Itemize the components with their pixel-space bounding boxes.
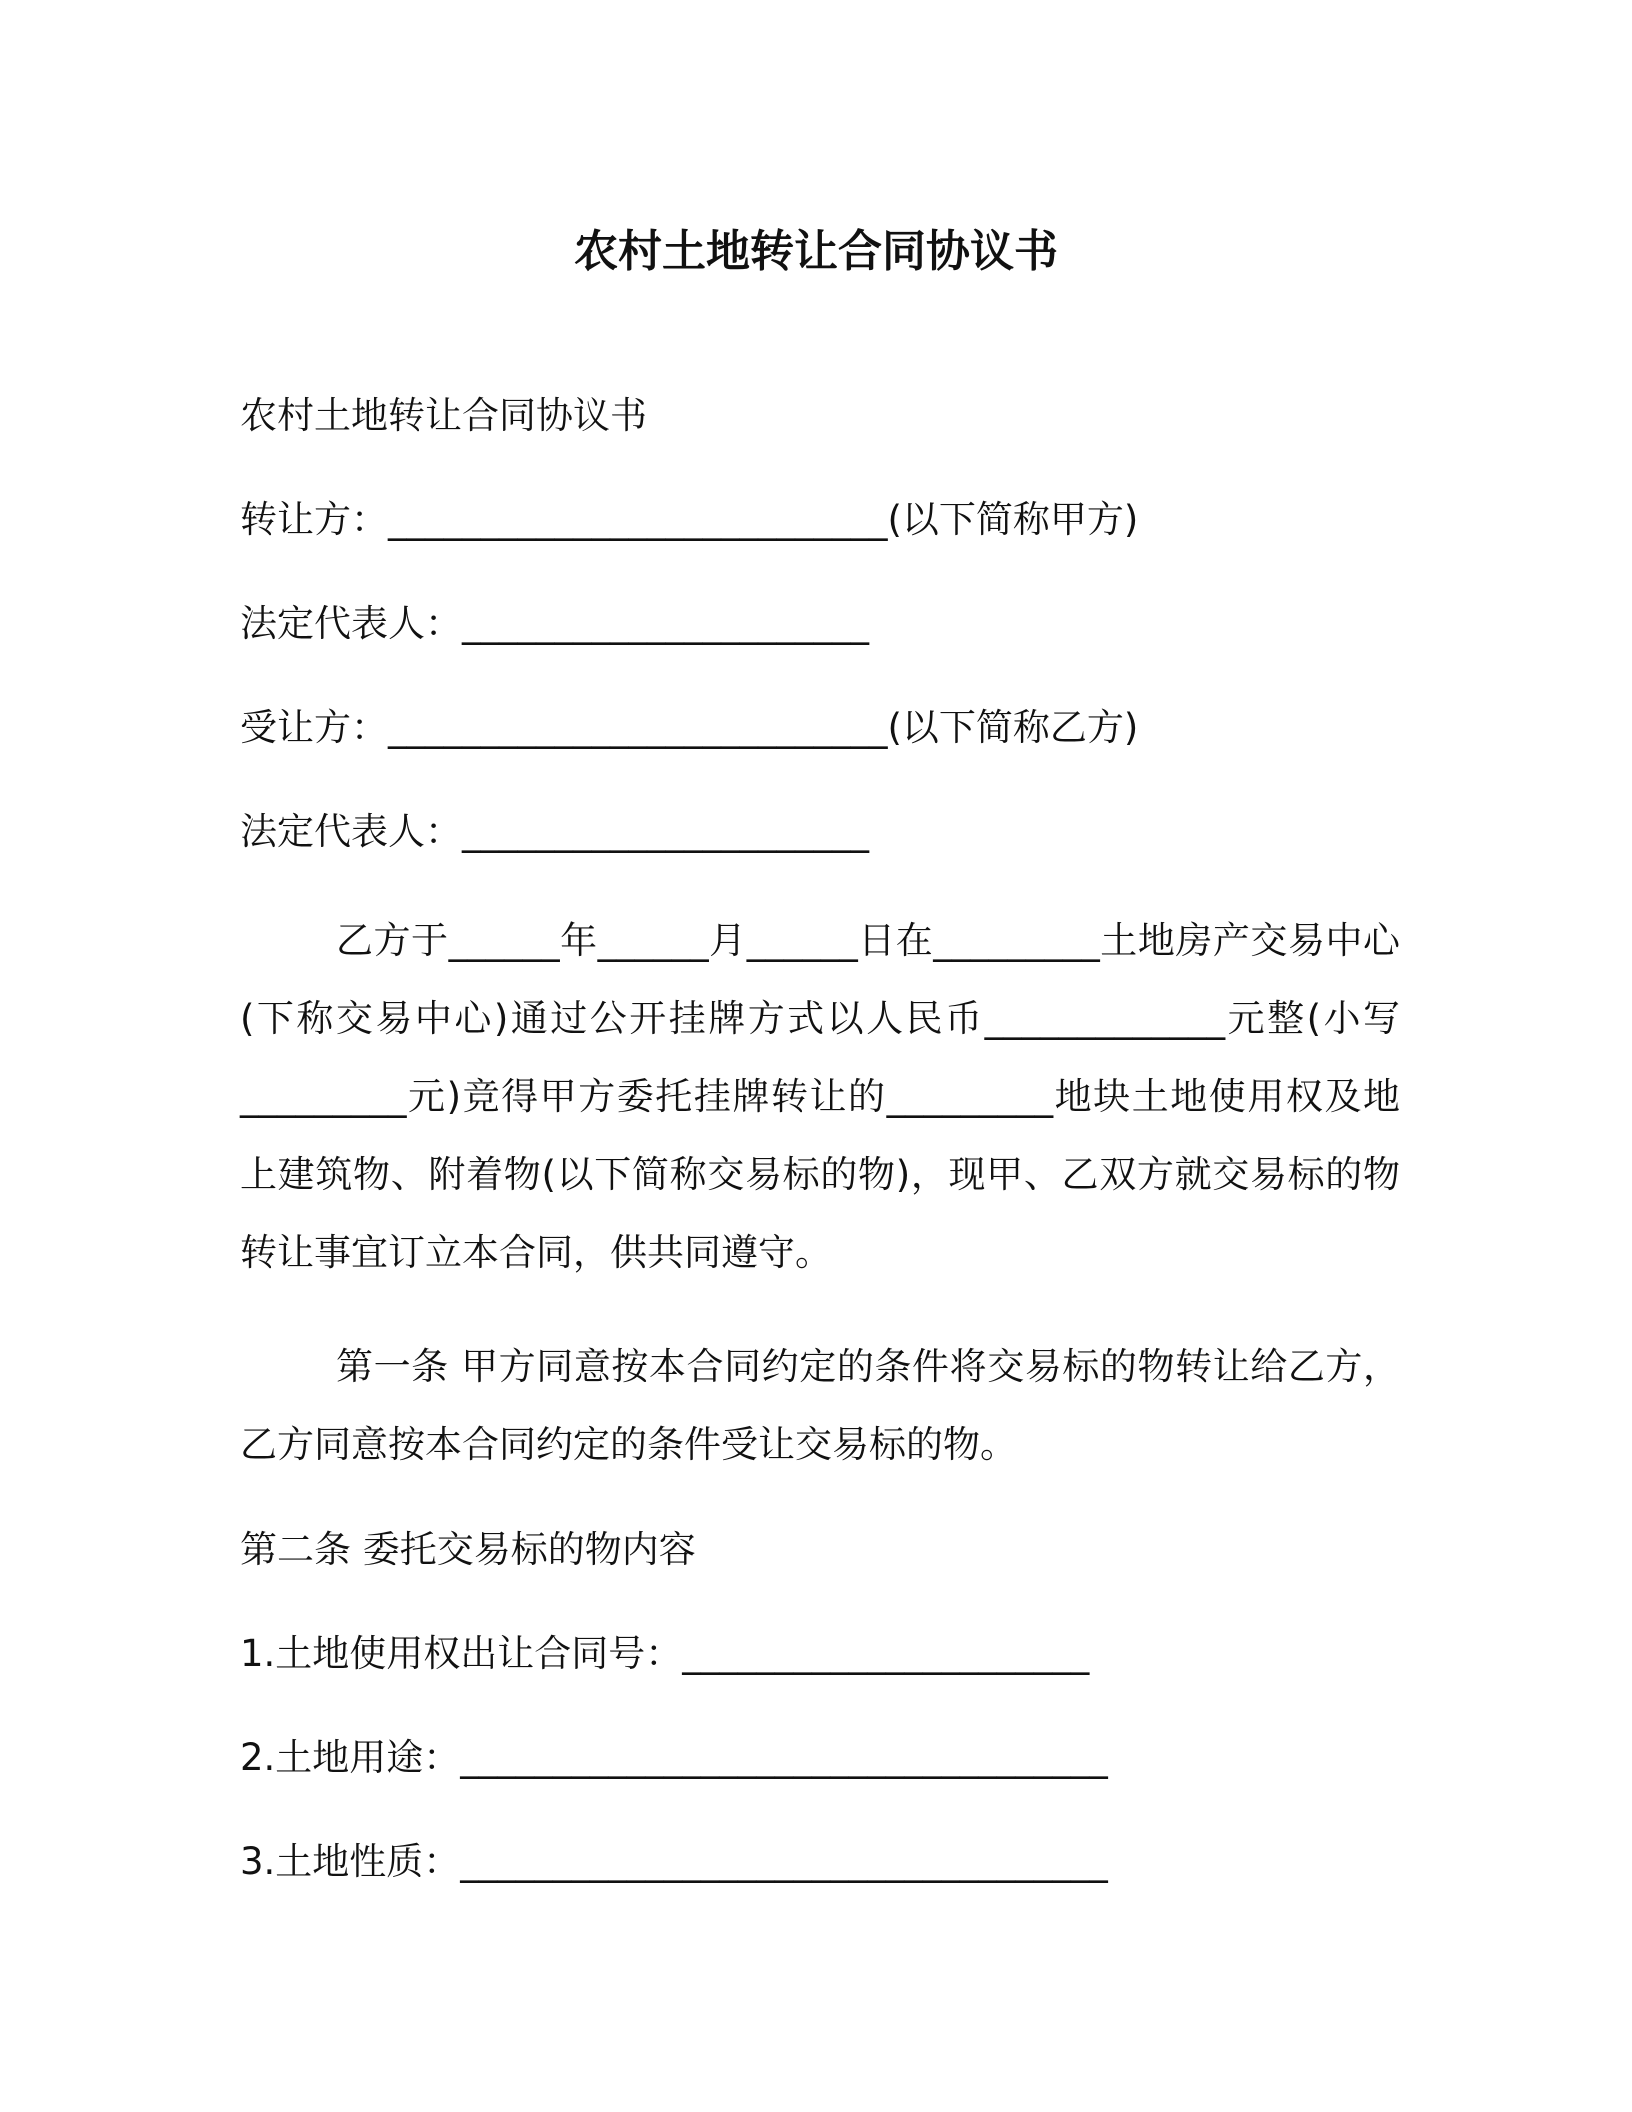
subtitle-line: 农村土地转让合同协议书	[240, 394, 647, 437]
intro-paragraph: 乙方于______年______月______日在_________土地房产交易中心(下称交易中心)通过公开挂牌方式以人民币_____________元整(小写_________元)竞得甲方委托挂牌转让的_________地块土地使用权及地上建筑物、附着物(以下简称交易标的物)，现甲、乙双方就交易标的物转让事宜订立本合同，供共同遵守。	[240, 919, 1400, 1274]
transferor-line: 转让方：___________________________(以下简称甲方)	[240, 498, 1139, 541]
item-3-line: 3.土地性质：___________________________________	[240, 1840, 1108, 1883]
transferee-line: 受让方：___________________________(以下简称乙方)	[240, 706, 1139, 749]
item-2-line: 2.土地用途：___________________________________	[240, 1736, 1108, 1779]
article-2-title: 第二条 委托交易标的物内容	[240, 1528, 696, 1571]
item-1-line: 1.土地使用权出让合同号：______________________	[240, 1632, 1090, 1675]
document-body	[240, 390, 1400, 1940]
document-title: 农村土地转让合同协议书	[574, 226, 1058, 277]
transferee-rep-line: 法定代表人：______________________	[240, 810, 869, 853]
transferor-rep-line: 法定代表人：______________________	[240, 602, 869, 645]
article-1: 第一条 甲方同意按本合同约定的条件将交易标的物转让给乙方，乙方同意按本合同约定的条件受让交易标的物。	[240, 1345, 1400, 1466]
